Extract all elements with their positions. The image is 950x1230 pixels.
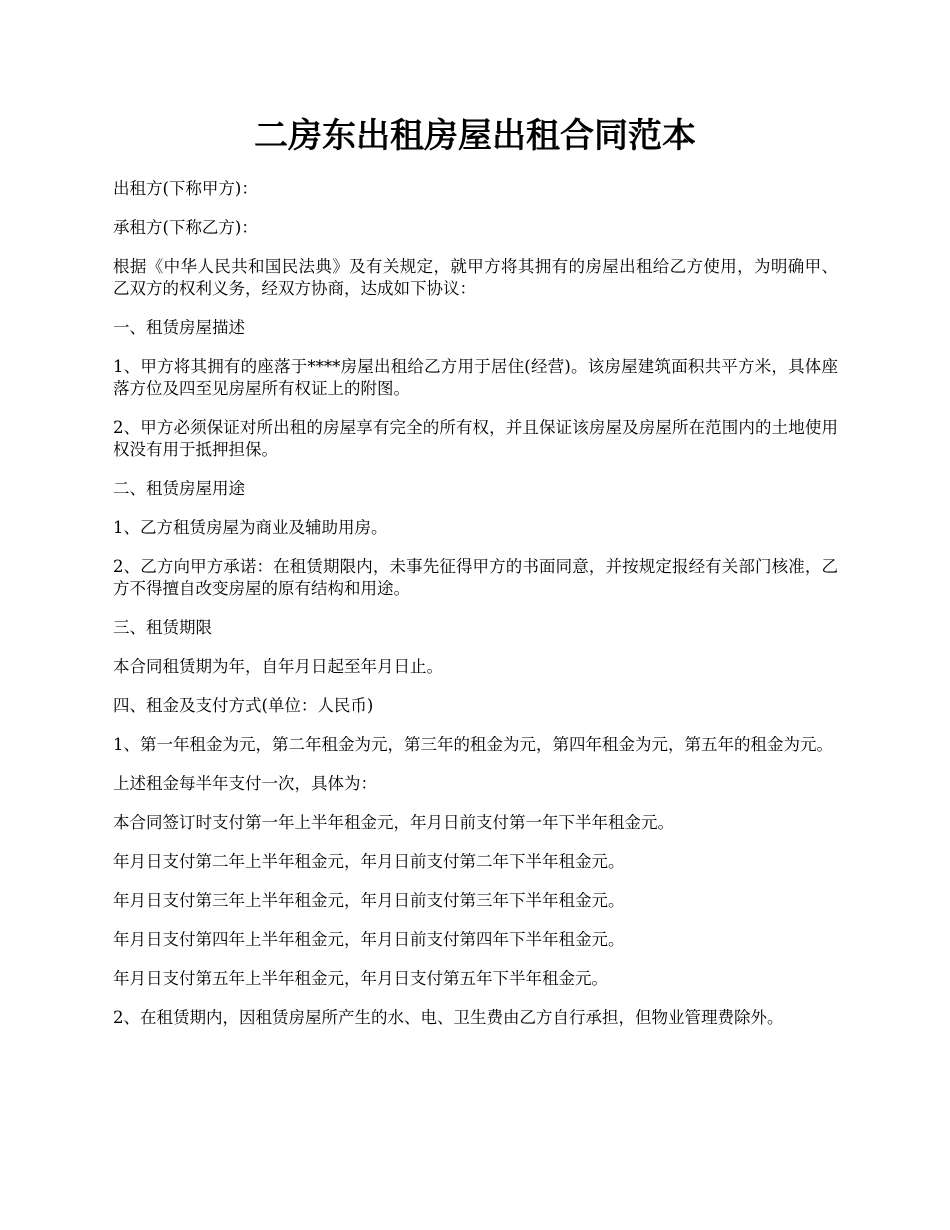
section-heading-1: 一、租赁房屋描述 <box>113 318 245 337</box>
document-body <box>113 178 838 1046</box>
clause-3-1: 本合同租赁期为年，自年月日起至年月日止。 <box>113 657 443 676</box>
clause-4-2: 2、在租赁期内，因租赁房屋所产生的水、电、卫生费由乙方自行承担，但物业管理费除外。 <box>113 1008 784 1027</box>
payment-year-5: 年月日支付第五年上半年租金元，年月日支付第五年下半年租金元。 <box>113 969 608 988</box>
lessor-line: 出租方(下称甲方)： <box>113 179 258 198</box>
payment-year-3: 年月日支付第三年上半年租金元，年月日前支付第三年下半年租金元。 <box>113 891 625 910</box>
payment-year-2: 年月日支付第二年上半年租金元，年月日前支付第二年下半年租金元。 <box>113 852 625 871</box>
section-heading-3: 三、租赁期限 <box>113 618 212 637</box>
payment-intro: 上述租金每半年支付一次，具体为： <box>113 774 377 793</box>
clause-4-1: 1、第一年租金为元，第二年租金为元，第三年的租金为元，第四年租金为元，第五年的租金为元。 <box>113 735 833 754</box>
section-heading-4: 四、租金及支付方式(单位：人民币) <box>113 696 374 715</box>
payment-year-1: 本合同签订时支付第一年上半年租金元，年月日前支付第一年下半年租金元。 <box>113 813 674 832</box>
payment-year-4: 年月日支付第四年上半年租金元，年月日前支付第四年下半年租金元。 <box>113 930 625 949</box>
section-heading-2: 二、租赁房屋用途 <box>113 479 245 498</box>
preamble-paragraph: 根据《中华人民共和国民法典》及有关规定，就甲方将其拥有的房屋出租给乙方使用，为明确甲、乙双方的权利义务，经双方协商，达成如下协议： <box>113 257 838 298</box>
clause-2-2: 2、乙方向甲方承诺：在租赁期限内，未事先征得甲方的书面同意，并按规定报经有关部门核准，乙方不得擅自改变房屋的原有结构和用途。 <box>113 557 838 598</box>
clause-1-2: 2、甲方必须保证对所出租的房屋享有完全的所有权，并且保证该房屋及房屋所在范围内的土地使用权没有用于抵押担保。 <box>113 418 838 459</box>
clause-1-1: 1、甲方将其拥有的座落于****房屋出租给乙方用于居住(经营)。该房屋建筑面积共平方米，具体座落方位及四至见房屋所有权证上的附图。 <box>113 357 838 398</box>
document-title: 二房东出租房屋出租合同范本 <box>254 116 696 156</box>
lessee-line: 承租方(下称乙方)： <box>113 218 258 237</box>
clause-2-1: 1、乙方租赁房屋为商业及辅助用房。 <box>113 518 388 537</box>
